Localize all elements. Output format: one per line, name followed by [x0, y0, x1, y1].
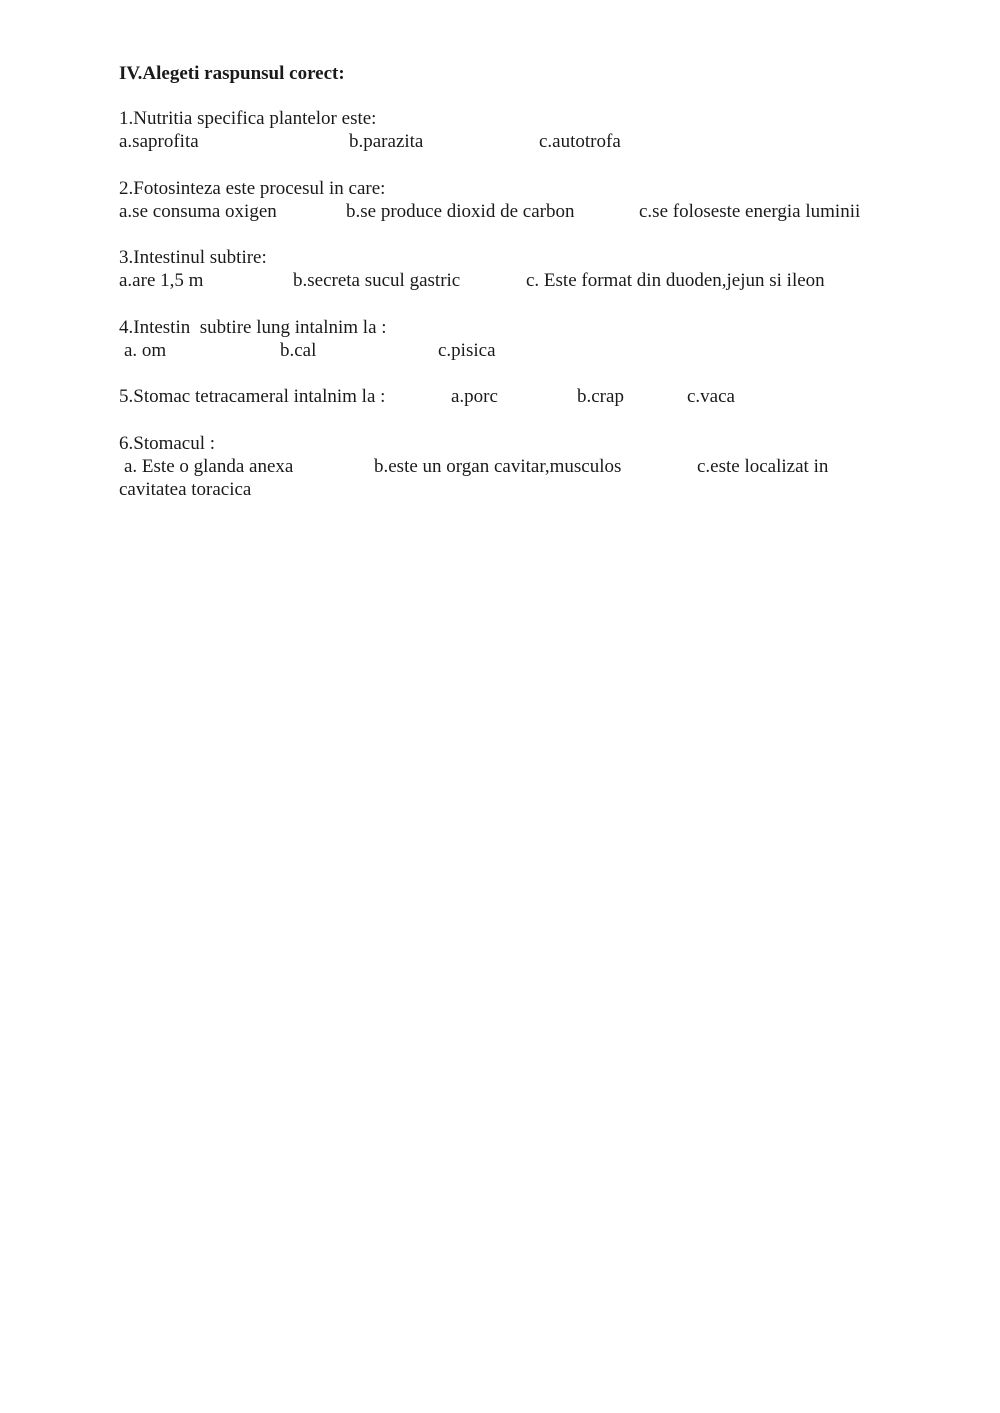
question-1-option-a: a.saprofita: [119, 131, 199, 152]
question-2-option-c: c.se foloseste energia luminii: [639, 201, 861, 222]
question-4-option-b: b.cal: [280, 340, 317, 361]
question-6-option-c: c.este localizat in: [697, 456, 829, 477]
question-5-option-c: c.vaca: [687, 386, 735, 407]
question-1-prompt: 1.Nutritia specifica plantelor este:: [119, 108, 377, 129]
question-1-option-b: b.parazita: [349, 131, 424, 152]
question-2-prompt: 2.Fotosinteza este procesul in care:: [119, 178, 386, 199]
question-3-option-c: c. Este format din duoden,jejun si ileon: [526, 270, 825, 291]
question-2-option-b: b.se produce dioxid de carbon: [346, 201, 575, 222]
question-4-option-a: a. om: [124, 340, 167, 361]
question-6-prompt: 6.Stomacul :: [119, 433, 216, 454]
question-6-option-c-continuation: cavitatea toracica: [119, 479, 252, 500]
question-2-option-a: a.se consuma oxigen: [119, 201, 277, 222]
question-4-prompt: 4.Intestin subtire lung intalnim la :: [119, 317, 387, 338]
question-6-option-a: a. Este o glanda anexa: [124, 456, 294, 477]
section-title: IV.Alegeti raspunsul corect:: [119, 63, 345, 84]
question-5-option-a: a.porc: [451, 386, 498, 407]
question-5-prompt: 5.Stomac tetracameral intalnim la :: [119, 386, 386, 407]
question-6-option-b: b.este un organ cavitar,musculos: [374, 456, 622, 477]
question-3-option-b: b.secreta sucul gastric: [293, 270, 461, 291]
question-4-option-c: c.pisica: [438, 340, 496, 361]
question-1-option-c: c.autotrofa: [539, 131, 621, 152]
question-5-option-b: b.crap: [577, 386, 624, 407]
question-3-option-a: a.are 1,5 m: [119, 270, 204, 291]
question-3-prompt: 3.Intestinul subtire:: [119, 247, 267, 268]
